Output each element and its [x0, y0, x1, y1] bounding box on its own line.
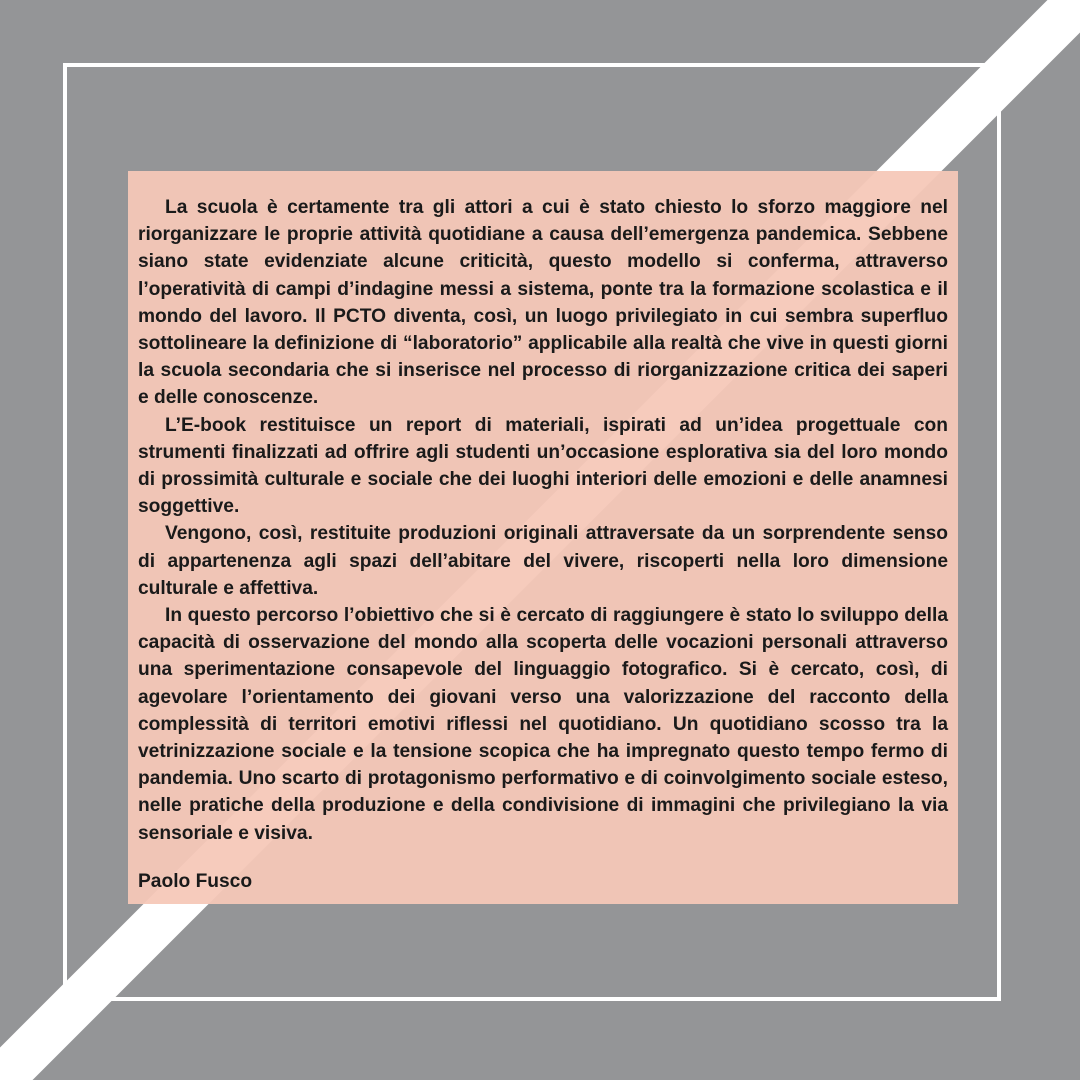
paragraph-3: Vengono, così, restituite produzioni originali attraversate da un sorprendente senso di appartenenza agli spazi dell’abitare del vivere, riscoperti nella loro dimensione culturale e affettiva. [138, 523, 948, 599]
paragraph-4: In questo percorso l’obiettivo che si è cercato di raggiungere è stato lo sviluppo della capacità di osservazione del mondo alla scoperta delle vocazioni personali attraverso una sperimentazione consapevole del linguaggio fotografico. Si è cercato, così, di agevolare l’orientamento dei giovani verso una valorizzazione del racconto della complessità di territori emotivi riflessi nel quotidiano. Un quotidiano scosso tra la vetrinizzazione sociale e la tensione scopica che ha impregnato questo tempo fermo di pandemia. Uno scarto di protagonismo performativo e di coinvolgimento sociale esteso, nelle pratiche della produzione e della condivisione di immagini che privilegiano la via sensoriale e visiva. [138, 605, 948, 844]
paragraph-2: L’E-book restituisce un report di materiali, ispirati ad un’idea progettuale con strumenti finalizzati ad offrire agli studenti un’occasione esplorativa sia del loro mondo di prossimità culturale e sociale che dei luoghi interiori delle emozioni e delle anamnesi soggettive. [138, 414, 948, 518]
paragraph-1: La scuola è certamente tra gli attori a cui è stato chiesto lo sforzo maggiore nel riorganizzare le proprie attività quotidiane a causa dell’emergenza pandemica. Sebbene siano state evidenziate alcune criticità, questo modello si conferma, attraverso l’operatività di campi d’indagine messi a sistema, ponte tra la formazione scolastica e il mondo del lavoro. Il PCTO diventa, così, un luogo privilegiato in cui sembra superfluo sottolineare la definizione di “laboratorio” applicabile alla realtà che vive in questi giorni la scuola secondaria che si inserisce nel processo di riorganizzazione critica dei saperi e delle conoscenze. [138, 197, 948, 409]
text-card [128, 171, 958, 904]
author-signature: Paolo Fusco [138, 870, 253, 892]
